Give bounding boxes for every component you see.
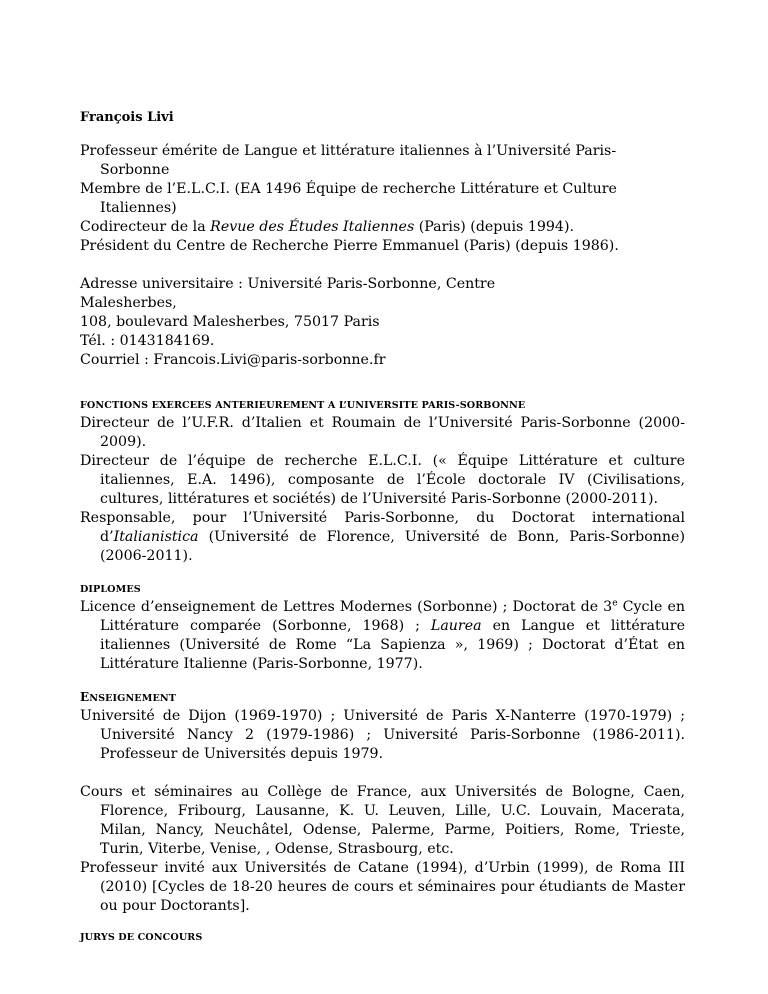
section-heading-fonctions: FONCTIONS EXERCEES ANTERIEUREMENT A L’UNIVERSITE PARIS-SORBONNE [80, 400, 526, 411]
fonction-item: Directeur de l’équipe de recherche E.L.C.I. (« Équipe Littérature et culture italiennes, E.A. 1496), composante de l’École doctorale IV (Civilisations, cultures, littératures et sociétés) de l’Université Paris-Sorbonne (2000-2011). [80, 453, 685, 507]
phone-line: Tél. : 0143184169. [80, 333, 215, 349]
title-line-professor: Professeur émérite de Langue et littérature italiennes à l’Université Paris-Sorbonne [80, 143, 617, 178]
journal-title: Revue des Études Italiennes [210, 219, 415, 235]
title-line-codirector: Codirecteur de la Revue des Études Italiennes (Paris) (depuis 1994). [80, 219, 575, 235]
enseignement-visiting: Professeur invité aux Universités de Catane (1994), d’Urbin (1999), de Roma III (2010) [Cycles de 18-20 heures de cours et séminaires pour étudiants de Master ou pour Doctorants]. [80, 860, 685, 914]
address-line-2: Malesherbes, [80, 295, 177, 311]
section-heading-diplomes: DIPLOMES [80, 584, 141, 595]
section-heading-jurys: JURYS DE CONCOURS [80, 932, 203, 943]
title-line-president: Président du Centre de Recherche Pierre Emmanuel (Paris) (depuis 1986). [80, 238, 619, 254]
section-heading-enseignement: ENSEIGNEMENT [80, 690, 176, 704]
fonction-item: Directeur de l’U.F.R. d’Italien et Roumain de l’Université Paris-Sorbonne (2000-2009). [80, 415, 685, 450]
person-name: François Livi [80, 110, 174, 125]
email-line: Courriel : Francois.Livi@paris-sorbonne.fr [80, 352, 386, 368]
fonction-item: Responsable, pour l’Université Paris-Sorbonne, du Doctorat international d’Italianistica (Université de Florence, Université de Bonn, Paris-Sorbonne) (2006-2011). [80, 510, 685, 564]
enseignement-positions: Université de Dijon (1969-1970) ; Université de Paris X-Nanterre (1970-1979) ; Université Nancy 2 (1979-1986) ; Université Paris-Sorbonne (1986-2011). Professeur de Universités depuis 1979. [80, 708, 685, 762]
address-line-3: 108, boulevard Malesherbes, 75017 Paris [80, 314, 380, 330]
title-line-member: Membre de l’E.L.C.I. (EA 1496 Équipe de recherche Littérature et Culture Italiennes) [80, 181, 617, 216]
cv-document [80, 110, 685, 946]
address-line-1: Adresse universitaire : Université Paris-Sorbonne, Centre [80, 276, 496, 292]
diplomes-text: Licence d’enseignement de Lettres Modernes (Sorbonne) ; Doctorat de 3e Cycle en Littérature comparée (Sorbonne, 1968) ; Laurea en Langue et littérature italiennes (Université de Rome “La Sapienza », 1969) ; Doctorat d’État en Littérature Italienne (Paris-Sorbonne, 1977). [80, 598, 685, 672]
enseignement-courses: Cours et séminaires au Collège de France, aux Universités de Bologne, Caen, Florence, Fribourg, Lausanne, K. U. Leuven, Lille, U.C. Louvain, Macerata, Milan, Nancy, Neuchâtel, Odense, Palerme, Parme, Poitiers, Rome, Trieste, Turin, Viterbe, Venise, , Odense, Strasbourg, etc. [80, 784, 685, 857]
